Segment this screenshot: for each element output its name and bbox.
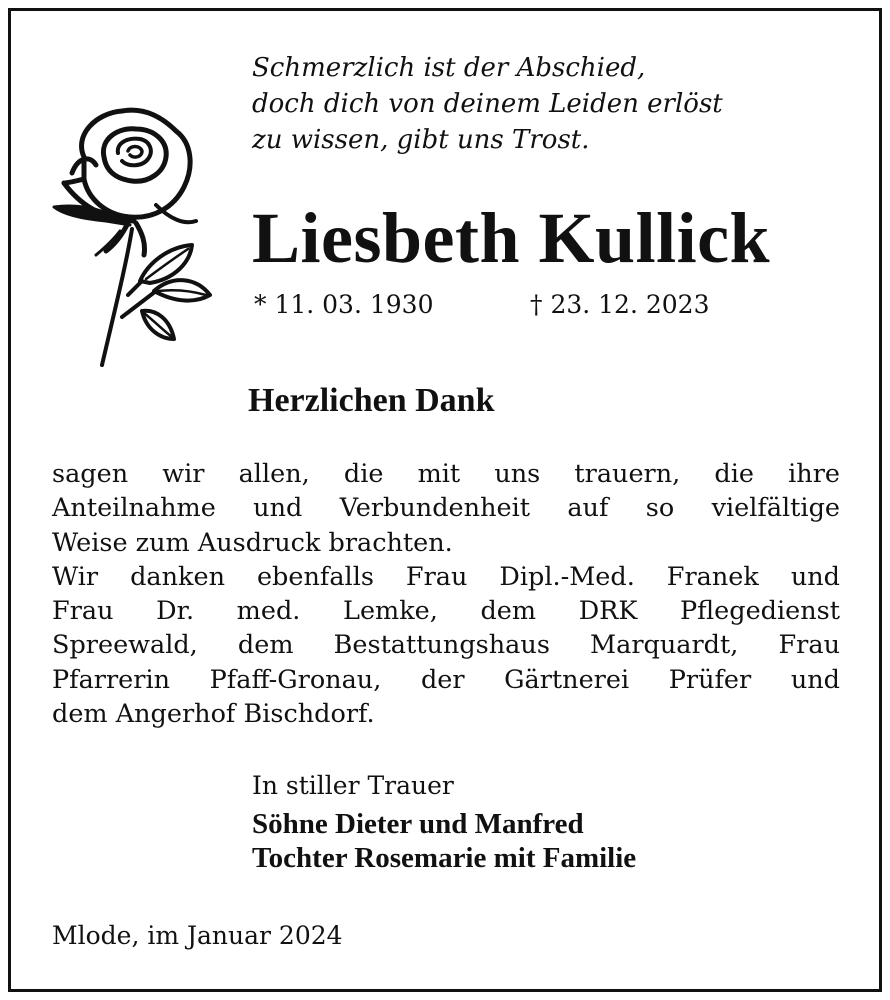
thanks-heading: Herzlichen Dank [248, 382, 495, 419]
message-line: Anteilnahme und Verbundenheit auf so vielfältige [52, 493, 840, 524]
rose-icon [44, 95, 224, 380]
thanks-message [52, 457, 840, 731]
message-line: Weise zum Ausdruck brachten. [52, 527, 453, 558]
quote-line: zu wissen, gibt uns Trost. [252, 125, 590, 155]
message-line: sagen wir allen, die mit uns trauern, die ihre [52, 459, 840, 489]
quote-line: doch dich von deinem Leiden erlöst [252, 89, 723, 119]
message-line: Spreewald, dem Bestattungshaus Marquardt, Frau [52, 630, 840, 661]
mourner-sons: Söhne Dieter und Manfred [252, 808, 584, 840]
message-line: Pfarrerin Pfaff-Gronau, der Gärtnerei Prüfer und [52, 664, 840, 695]
quote-line: Schmerzlich ist der Abschied, [252, 53, 646, 83]
message-line: Wir danken ebenfalls Frau Dipl.-Med. Franek und [52, 561, 840, 592]
memorial-quote [252, 50, 723, 158]
message-line: dem Angerhof Bischdorf. [52, 699, 375, 730]
mourning-intro: In stiller Trauer [252, 771, 454, 800]
birth-date: * 11. 03. 1930 [254, 290, 434, 319]
message-line: Frau Dr. med. Lemke, dem DRK Pflegedienst [52, 596, 840, 627]
deceased-name: Liesbeth Kullick [252, 198, 771, 278]
mourner-daughter: Tochter Rosemarie mit Familie [252, 842, 637, 874]
death-date: † 23. 12. 2023 [530, 290, 710, 319]
place-and-date: Mlode, im Januar 2024 [52, 921, 343, 950]
